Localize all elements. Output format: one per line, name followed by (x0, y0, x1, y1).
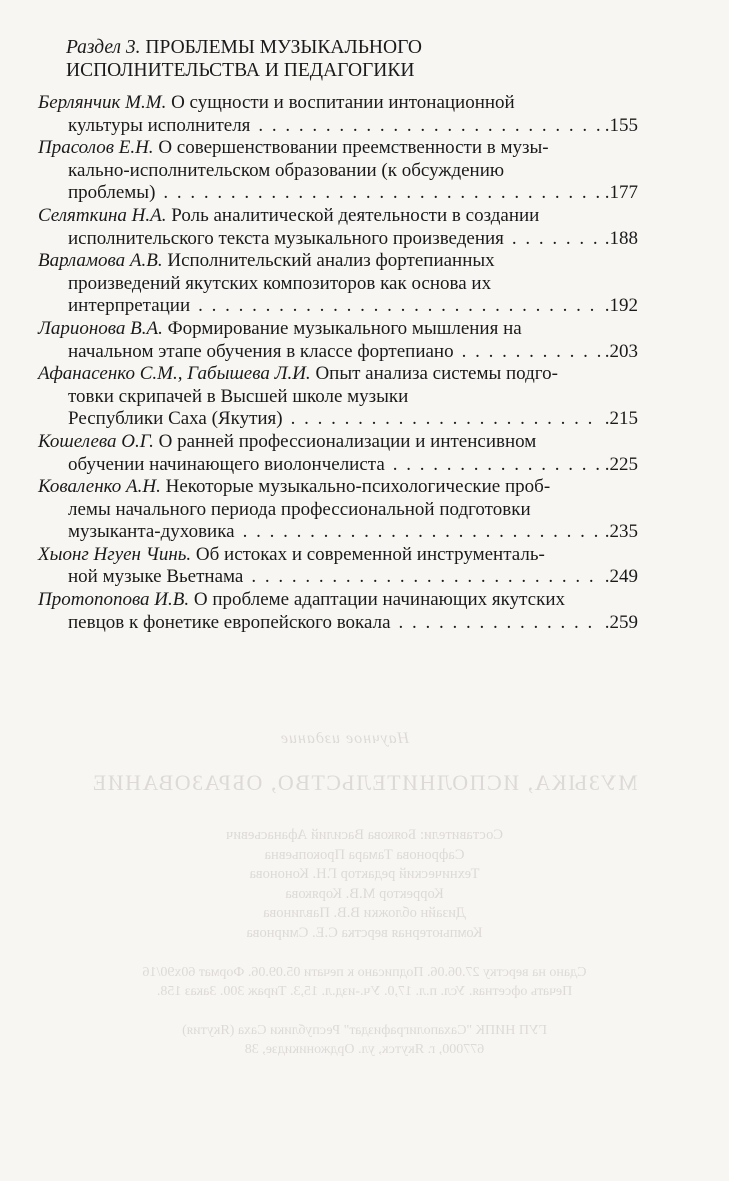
toc-entry-line (38, 544, 638, 567)
toc-entry-title-text: музыканта-духовика (68, 521, 235, 543)
toc-entry (38, 476, 638, 544)
credit-line: Компьютерная верстка С.Е. Смирнова (246, 924, 483, 941)
toc-entry-title-text: Республики Саха (Якутия) (68, 408, 283, 430)
dot-leader (512, 228, 601, 251)
toc-entry (38, 137, 638, 205)
toc-entry-line (38, 589, 638, 612)
toc-entry-title-text: О совершенствовании преемственности в музы- (158, 137, 549, 159)
credit-line: Корректор М.В. Корякова (285, 885, 444, 902)
toc-entry-title-text: певцов к фонетике европейского вокала (68, 611, 391, 633)
dot-leader (198, 295, 601, 318)
toc-entry-line (38, 273, 638, 296)
toc-entry-line (38, 341, 638, 364)
toc-entry-title-text: проблемы) (68, 182, 156, 204)
toc-entry-page-number: .177 (604, 182, 638, 204)
toc-entry-line (38, 363, 638, 386)
toc-entry-author: Коваленко А.Н. (38, 476, 161, 498)
toc-entry-title-text: обучении начинающего виолончелиста (68, 453, 385, 475)
toc-entry-line (38, 115, 638, 138)
toc-entry-title-text: начальном этапе обучения в классе фортепиано (68, 340, 454, 362)
toc-entry-page-number: .203 (604, 340, 638, 362)
toc-entry-line (38, 228, 638, 251)
toc-entry-title-text: ной музыке Вьетнама (68, 566, 244, 588)
dot-leader (251, 566, 600, 589)
toc-entry-author: Хыонг Нгуен Чинь. (38, 543, 192, 565)
section-title-line2: ИСПОЛНИТЕЛЬСТВА И ПЕДАГОГИКИ (66, 60, 415, 81)
showthrough-print-info (0, 963, 729, 1001)
showthrough-title: МУЗЫКА, ИСПОЛНИТЕЛЬСТВО, ОБРАЗОВАНИЕ (91, 770, 638, 795)
section-title-line1: ПРОБЛЕМЫ МУЗЫКАЛЬНОГО (145, 37, 422, 58)
credit-line: Составители: Боякова Василий Афанасьевич (226, 827, 503, 843)
toc-entry-title-text: исполнительского текста музыкального произведения (68, 227, 504, 249)
toc-entry-title-text: произведений якутских композиторов как основа их (68, 272, 492, 294)
toc-entry (38, 205, 638, 250)
toc-entry-title-text: О сущности и воспитании интонационной (171, 92, 515, 113)
toc-entry-line (38, 386, 638, 409)
toc-entry (38, 544, 638, 589)
showthrough-publisher (0, 1021, 729, 1059)
toc-entry-line (38, 454, 638, 477)
toc-entry-line (38, 295, 638, 318)
toc-entry-page-number: .225 (604, 453, 638, 475)
toc-entry-title-text: интерпретации (68, 295, 191, 317)
dot-leader (399, 612, 601, 635)
toc-entry-title-text: Некоторые музыкально-психологические проб- (165, 476, 551, 498)
toc-entry-author: Афанасенко С.М., Габышева Л.И. (38, 363, 311, 385)
print-line: Печать офсетная. Усл. п.л. 17,0. Уч.-изд.л. 15,3. Тираж 300. Заказ 158. (156, 984, 573, 999)
toc-entry-author: Протопопова И.В. (38, 589, 190, 611)
toc-entry (38, 363, 638, 431)
showthrough-subtitle: Научное издание (279, 730, 410, 747)
reverse-page-showthrough (0, 730, 729, 1059)
publisher-line: 677000, г. Якутск, ул. Орджоникидзе, 38 (244, 1042, 485, 1057)
credit-line: Сафронова Тамара Прокопьевна (264, 846, 465, 863)
toc-entry-line (38, 205, 638, 228)
toc-entry-line (38, 408, 638, 431)
credit-line: Технический редактор Г.Н. Кононова (249, 866, 480, 882)
dot-leader (258, 115, 600, 138)
toc-entry-title-text: Опыт анализа системы подго- (315, 363, 558, 385)
toc-entry-title-text: лемы начального периода профессиональной подготовки (68, 498, 531, 520)
toc-entry-line (38, 318, 638, 341)
section-label: Раздел 3. (66, 37, 141, 58)
toc-entry-line (38, 612, 638, 635)
toc-entry-line (38, 476, 638, 499)
toc-entry-line (38, 521, 638, 544)
toc-entry-line (38, 160, 638, 183)
credit-line: Дизайн обложки В.В. Павлинова (263, 905, 466, 921)
toc-entry-title-text: кально-исполнительском образовании (к обсуждению (68, 159, 505, 181)
toc-entry-title-text: Исполнительский анализ фортепианных (167, 250, 495, 272)
toc-entry-title-text: Формирование музыкального мышления на (167, 317, 522, 339)
toc-entry (38, 318, 638, 363)
toc-entry-line (38, 182, 638, 205)
toc-entry-author: Ларионова В.А. (38, 317, 163, 339)
dot-leader (163, 182, 600, 205)
dot-leader (243, 521, 601, 544)
toc-entry-title-text: Роль аналитической деятельности в создании (171, 204, 540, 226)
section-heading (66, 36, 626, 82)
toc-entry-title-text: товки скрипачей в Высшей школе музыки (68, 385, 409, 407)
print-line: Сдано на верстку 27.06.06. Подписано к печати 05.09.06. Формат 60х90/16 (142, 965, 587, 980)
toc-entry-title-text: О ранней профессионализации и интенсивном (158, 430, 537, 452)
table-of-contents (38, 92, 638, 634)
toc-entry-author: Варламова А.В. (38, 250, 163, 272)
toc-entry (38, 589, 638, 634)
toc-entry-line (38, 92, 638, 115)
showthrough-credits (0, 826, 729, 943)
toc-entry-line (38, 499, 638, 522)
dot-leader (291, 408, 601, 431)
toc-entry-page-number: .259 (604, 611, 638, 633)
toc-entry-title-text: Об истоках и современной инструменталь- (195, 543, 545, 565)
toc-entry-line (38, 431, 638, 454)
toc-entry-author: Селяткина Н.А. (38, 204, 167, 226)
dot-leader (393, 454, 601, 477)
toc-entry (38, 250, 638, 318)
toc-entry-page-number: .235 (604, 521, 638, 543)
toc-entry-page-number: .188 (604, 227, 638, 249)
toc-entry-title-text: О проблеме адаптации начинающих якутских (193, 589, 565, 611)
toc-entry-author: Кошелева О.Г. (38, 430, 154, 452)
toc-entry (38, 431, 638, 476)
toc-entry-title-text: культуры исполнителя (68, 114, 251, 136)
toc-entry-author: Прасолов Е.Н. (38, 137, 154, 159)
toc-entry-line (38, 137, 638, 160)
toc-entry-author: Берлянчик М.М. (38, 92, 167, 113)
toc-entry-page-number: .215 (604, 408, 638, 430)
toc-entry-page-number: .249 (604, 566, 638, 588)
toc-entry-line (38, 566, 638, 589)
toc-entry (38, 92, 638, 137)
dot-leader (462, 341, 601, 364)
toc-entry-line (38, 250, 638, 273)
toc-entry-page-number: .155 (604, 114, 638, 136)
toc-entry-page-number: .192 (604, 295, 638, 317)
publisher-line: ГУП НИПК "Сахаполиграфиздат" Республики Саха (Якутия) (182, 1023, 547, 1038)
